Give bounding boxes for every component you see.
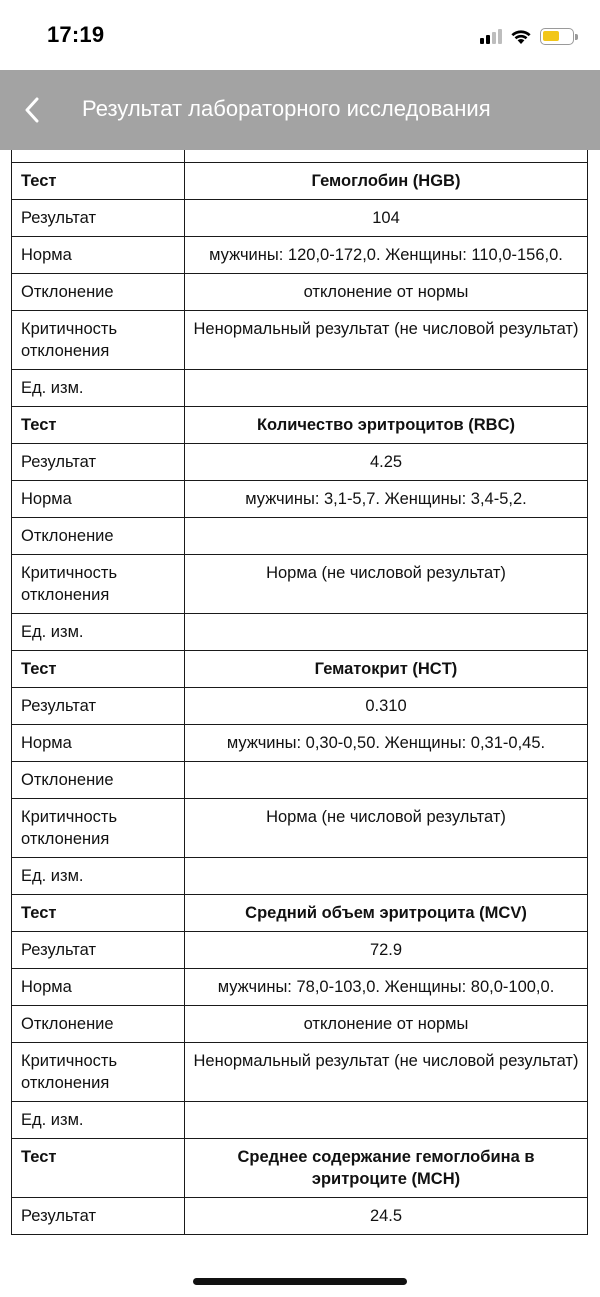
row-value: 24.5 [185,1198,588,1235]
row-value: 0.310 [185,688,588,725]
table-row-deviation [12,274,588,311]
row-label: Норма [12,969,185,1006]
row-label: Результат [12,1198,185,1235]
row-label: Тест [12,163,185,200]
row-value: мужчины: 3,1-5,7. Женщины: 3,4-5,2. [185,481,588,518]
row-label: Результат [12,688,185,725]
table-row-test [12,1139,588,1198]
row-value: 104 [185,200,588,237]
table-row-norm [12,969,588,1006]
row-label: Критичность отклонения [12,1043,185,1102]
table-row-test [12,163,588,200]
nav-bar [0,70,600,150]
table-row-norm [12,481,588,518]
row-label: Тест [12,1139,185,1198]
results-table [11,150,588,1235]
table-row-unit [12,858,588,895]
table-row-criticality [12,311,588,370]
status-bar [0,0,600,70]
row-label: Тест [12,407,185,444]
table-row-remnant [12,150,588,163]
back-button[interactable] [12,88,52,132]
row-label: Критичность отклонения [12,555,185,614]
row-value: Количество эритроцитов (RBC) [185,407,588,444]
battery-icon [540,28,574,45]
row-value: Среднее содержание гемоглобина в эритроците (MCH) [185,1139,588,1198]
row-label: Ед. изм. [12,1102,185,1139]
row-value: Ненормальный результат (не числовой результат) [185,311,588,370]
table-row-deviation [12,1006,588,1043]
row-label: Норма [12,237,185,274]
row-label: Норма [12,725,185,762]
row-value: Гемоглобин (HGB) [185,163,588,200]
row-value [185,1102,588,1139]
row-value: Норма (не числовой результат) [185,799,588,858]
table-row-criticality [12,555,588,614]
table-row-result [12,932,588,969]
row-label: Отклонение [12,762,185,799]
row-value: мужчины: 78,0-103,0. Женщины: 80,0-100,0. [185,969,588,1006]
table-row-result [12,444,588,481]
row-value [185,858,588,895]
table-row-norm [12,725,588,762]
table-row-test [12,407,588,444]
table-row-deviation [12,518,588,555]
page-title: Результат лабораторного исследования [82,96,491,121]
results-scroll-area[interactable] [0,150,600,1297]
row-value: Норма (не числовой результат) [185,555,588,614]
table-row-deviation [12,762,588,799]
table-row-unit [12,614,588,651]
table-row-unit [12,1102,588,1139]
row-label: Результат [12,444,185,481]
table-row-result [12,200,588,237]
row-value [185,370,588,407]
row-label: Тест [12,651,185,688]
row-label: Отклонение [12,518,185,555]
row-label: Ед. изм. [12,614,185,651]
row-label: Ед. изм. [12,858,185,895]
row-label: Тест [12,895,185,932]
table-row-test [12,895,588,932]
row-label: Результат [12,932,185,969]
status-icons [480,25,574,47]
row-value: Ненормальный результат (не числовой результат) [185,1043,588,1102]
table-row-criticality [12,1043,588,1102]
row-label: Отклонение [12,1006,185,1043]
row-value: отклонение от нормы [185,274,588,311]
row-label: Ед. изм. [12,370,185,407]
row-label: Критичность отклонения [12,311,185,370]
row-value [185,518,588,555]
wifi-icon [510,28,532,45]
signal-icon [480,28,502,44]
row-value [185,614,588,651]
row-label: Результат [12,200,185,237]
table-row-result [12,1198,588,1235]
row-value [185,762,588,799]
table-row-norm [12,237,588,274]
row-value: 4.25 [185,444,588,481]
row-value: мужчины: 120,0-172,0. Женщины: 110,0-156,0. [185,237,588,274]
home-indicator[interactable] [193,1278,407,1285]
row-value: отклонение от нормы [185,1006,588,1043]
table-row-unit [12,370,588,407]
row-value: мужчины: 0,30-0,50. Женщины: 0,31-0,45. [185,725,588,762]
row-value: Гематокрит (HCT) [185,651,588,688]
status-time: 17:19 [47,22,105,47]
row-label: Норма [12,481,185,518]
row-value: 72.9 [185,932,588,969]
row-value: Средний объем эритроцита (MCV) [185,895,588,932]
table-row-test [12,651,588,688]
table-row-criticality [12,799,588,858]
chevron-left-icon [24,97,40,123]
row-label: Отклонение [12,274,185,311]
table-row-result [12,688,588,725]
row-label: Критичность отклонения [12,799,185,858]
